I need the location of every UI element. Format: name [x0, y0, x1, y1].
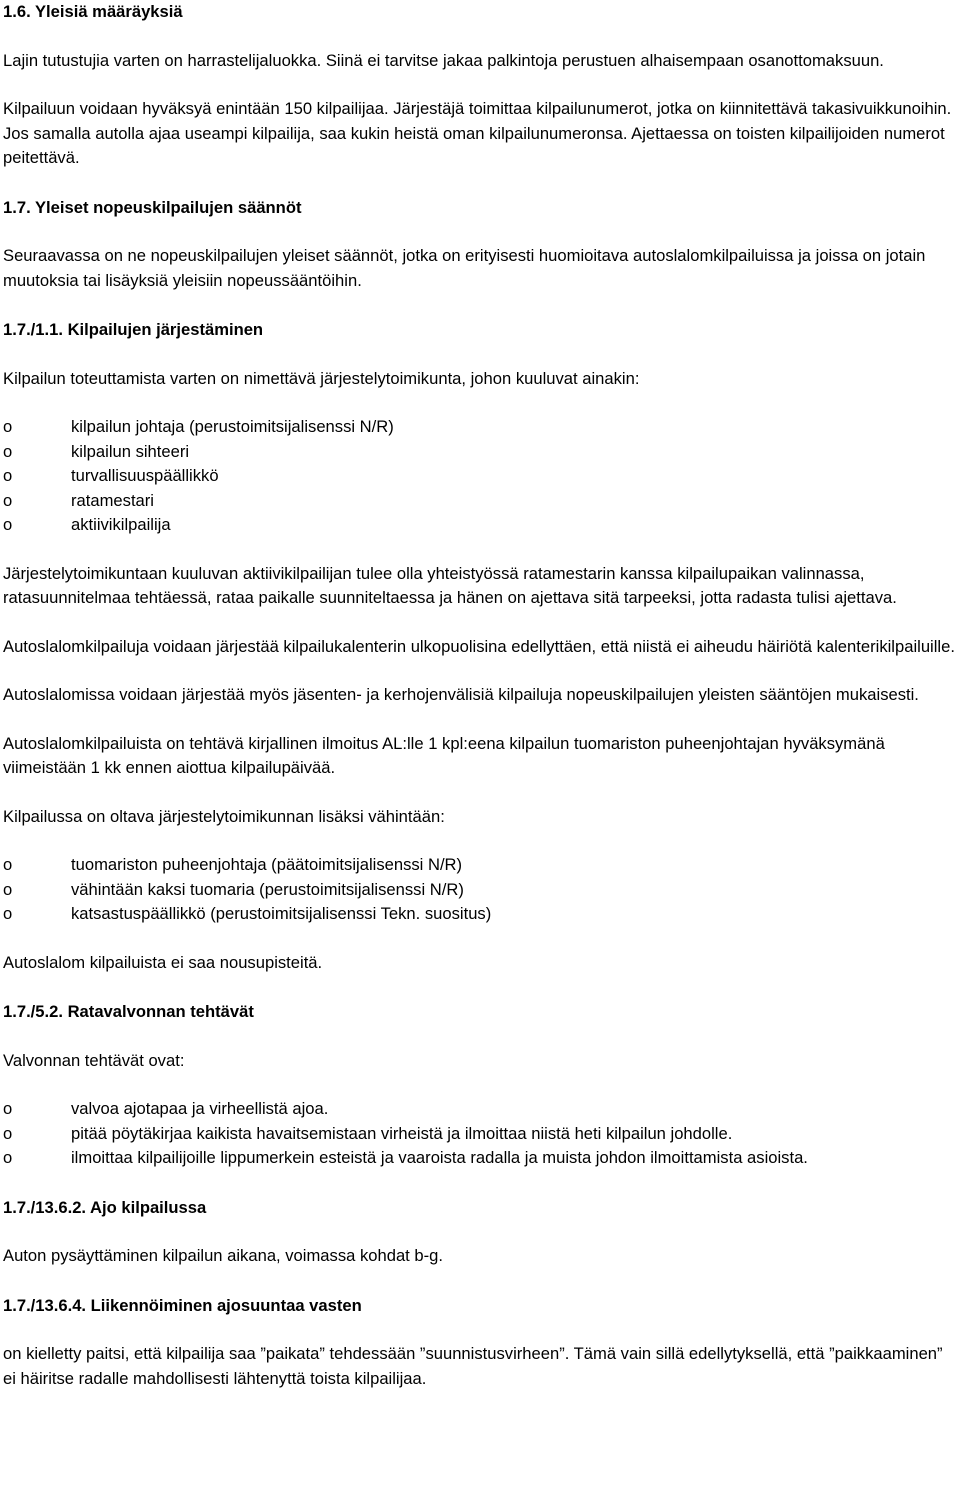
- list-item: [3, 1097, 958, 1122]
- bullet-marker: o: [3, 490, 13, 510]
- paragraph: Kilpailuun voidaan hyväksyä enintään 150 kilpailijaa. Järjestäjä toimittaa kilpailunumerot, jotka on kiinnitettävä takasivuikkunoihin. Jos samalla autolla ajaa useampi kilpailija, saa kukin heistä oman kilpailunumeronsa. Ajettaessa on toisten kilpailijoiden numerot peitettävä.: [3, 99, 952, 167]
- committee-list: [3, 415, 958, 538]
- list-item-text: ratamestari: [71, 490, 154, 510]
- paragraph: Auton pysäyttäminen kilpailun aikana, voimassa kohdat b-g.: [3, 1246, 443, 1265]
- section-heading-1-7-1-1: 1.7./1.1. Kilpailujen järjestäminen: [3, 320, 264, 339]
- paragraph: Autoslalom kilpailuista ei saa nousupisteitä.: [3, 952, 323, 972]
- bullet-marker: o: [3, 1123, 13, 1143]
- document-page: [3, 0, 958, 1391]
- officials-list: [3, 853, 958, 927]
- bullet-marker: o: [3, 466, 13, 485]
- list-item-text: katsastuspäällikkö (perustoimitsijalisenssi Tekn. suositus): [71, 904, 492, 923]
- supervision-duties-list: [3, 1097, 958, 1171]
- paragraph: Autoslalomissa voidaan järjestää myös jäsenten- ja kerhojenvälisiä kilpailuja nopeuskilpailujen yleisten sääntöjen mukaisesti.: [3, 685, 919, 704]
- bullet-marker: o: [3, 855, 13, 874]
- paragraph: Seuraavassa on ne nopeuskilpailujen yleiset säännöt, jotka on erityisesti huomioitava autoslalomkilpailuissa ja joissa on jotain muutoksia tai lisäyksiä yleisiin nopeussääntöihin.: [3, 246, 926, 290]
- paragraph: on kielletty paitsi, että kilpailija saa ”paikata” tehdessään ”suunnistusvirheen”. Tämä vain sillä edellytyksellä, että ”paikkaaminen” ei häiritse radalle mahdollisesti lähtenyttä toista kilpailijaa.: [3, 1344, 943, 1388]
- list-item: [3, 1122, 958, 1147]
- bullet-marker: o: [3, 515, 13, 534]
- bullet-marker: o: [3, 417, 13, 436]
- section-heading-1-6: 1.6. Yleisiä määräyksiä: [3, 2, 183, 21]
- list-item-text: tuomariston puheenjohtaja (päätoimitsijalisenssi N/R): [71, 855, 463, 874]
- list-item: [3, 440, 958, 465]
- bullet-marker: o: [3, 904, 13, 923]
- list-item: [3, 1146, 958, 1171]
- list-item-text: turvallisuuspäällikkö: [71, 466, 219, 485]
- section-heading-1-7-5-2: 1.7./5.2. Ratavalvonnan tehtävät: [3, 1002, 254, 1021]
- paragraph: Kilpailun toteuttamista varten on nimettävä järjestelytoimikunta, johon kuuluvat ainakin:: [3, 368, 640, 388]
- paragraph: Järjestelytoimikuntaan kuuluvan aktiivikilpailijan tulee olla yhteistyössä ratamestarin kanssa kilpailupaikan valinnassa, ratasuunnitelmaa tehtäessä, rataa paikalle suunniteltaessa ja hänen on ajettava sitä tarpeeksi, jotta radasta tulisi ajettava.: [3, 563, 897, 607]
- bullet-marker: o: [3, 441, 13, 461]
- list-item-text: kilpailun johtaja (perustoimitsijalisenssi N/R): [71, 417, 394, 436]
- list-item-text: valvoa ajotapaa ja virheellistä ajoa.: [71, 1099, 329, 1118]
- list-item: [3, 878, 958, 903]
- bullet-marker: o: [3, 879, 13, 899]
- list-item-text: pitää pöytäkirjaa kaikista havaitsemistaan virheistä ja ilmoittaa niistä heti kilpailun johdolle.: [71, 1123, 733, 1143]
- list-item: [3, 513, 958, 538]
- list-item-text: vähintään kaksi tuomaria (perustoimitsijalisenssi N/R): [71, 879, 464, 899]
- paragraph: Valvonnan tehtävät ovat:: [3, 1050, 185, 1070]
- list-item-text: ilmoittaa kilpailijoille lippumerkein esteistä ja vaaroista radalla ja muista johdon ilmoittamista asioista.: [71, 1148, 808, 1167]
- bullet-marker: o: [3, 1148, 13, 1167]
- list-item: [3, 464, 958, 489]
- paragraph: Kilpailussa on oltava järjestelytoimikunnan lisäksi vähintään:: [3, 806, 445, 826]
- list-item: [3, 902, 958, 927]
- list-item: [3, 415, 958, 440]
- paragraph: Autoslalomkilpailuja voidaan järjestää kilpailukalenterin ulkopuolisina edellyttäen, että niistä ei aiheudu häiriötä kalenterikilpailuille.: [3, 636, 955, 656]
- list-item: [3, 853, 958, 878]
- list-item-text: kilpailun sihteeri: [71, 441, 190, 461]
- list-item-text: aktiivikilpailija: [71, 515, 171, 534]
- bullet-marker: o: [3, 1099, 13, 1118]
- paragraph: Lajin tutustujia varten on harrastelijaluokka. Siinä ei tarvitse jakaa palkintoja perustuen alhaisempaan osanottomaksuun.: [3, 50, 884, 70]
- section-heading-1-7-13-6-2: 1.7./13.6.2. Ajo kilpailussa: [3, 1197, 207, 1217]
- list-item: [3, 489, 958, 514]
- section-heading-1-7: 1.7. Yleiset nopeuskilpailujen säännöt: [3, 197, 302, 217]
- paragraph: Autoslalomkilpailuista on tehtävä kirjallinen ilmoitus AL:lle 1 kpl:eena kilpailun tuomariston puheenjohtajan hyväksymänä viimeistään 1 kk ennen aiottua kilpailupäivää.: [3, 733, 885, 777]
- section-heading-1-7-13-6-4: 1.7./13.6.4. Liikennöiminen ajosuuntaa vasten: [3, 1295, 362, 1315]
